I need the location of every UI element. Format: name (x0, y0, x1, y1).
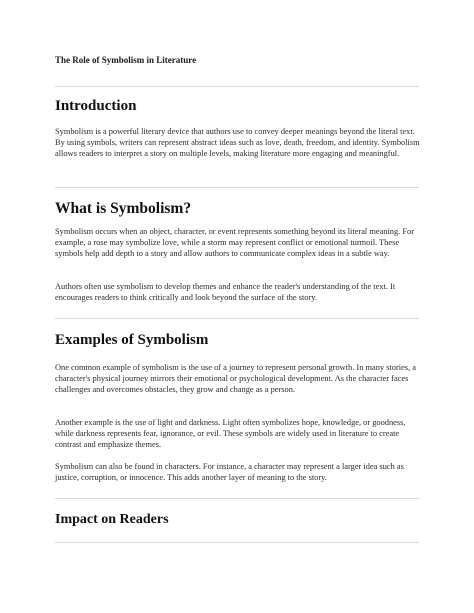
paragraph-examples-1: One common example of symbolism is the use of a journey to represent personal growth. In many stories, a character's physical journey mirrors their emotional or psychological development. As the character faces challenges and overcomes obstacles, they grow and change as a person. (55, 363, 416, 395)
divider (55, 86, 419, 87)
heading-examples-of-symbolism: Examples of Symbolism (55, 332, 209, 348)
paragraph-introduction-1: Symbolism is a powerful literary device that authors use to convey deeper meanings beyond the literal text. By using symbols, writers can represent abstract ideas such as love, death, freedom, and identity. Symbolism allows readers to interpret a story on multiple levels, making literature more engaging and meaningful. (55, 127, 420, 159)
heading-impact-on-readers: Impact on Readers (55, 512, 169, 527)
heading-introduction: Introduction (55, 98, 137, 114)
paragraph-what-is-symbolism-2: Authors often use symbolism to develop themes and enhance the reader's understanding of the text. It encourages readers to think critically and look beyond the surface of the story. (55, 282, 396, 303)
divider (55, 542, 419, 543)
paragraph-what-is-symbolism-1: Symbolism occurs when an object, character, or event represents something beyond its literal meaning. For example, a rose may symbolize love, while a storm may represent conflict or emotional turmoil. These symbols help add depth to a story and allow authors to communicate complex ideas in a subtle way. (55, 227, 414, 259)
divider (55, 318, 419, 319)
heading-what-is-symbolism: What is Symbolism? (55, 200, 192, 217)
paragraph-examples-2: Another example is the use of light and darkness. Light often symbolizes hope, knowledge, or goodness, while darkness represents fear, ignorance, or evil. These symbols are widely used in literature to create contrast and emphasize themes. (55, 418, 406, 450)
paragraph-examples-3: Symbolism can also be found in characters. For instance, a character may represent a larger idea such as justice, corruption, or innocence. This adds another layer of meaning to the story. (55, 462, 404, 483)
divider (55, 187, 419, 188)
document-title: The Role of Symbolism in Literature (55, 55, 197, 65)
divider (55, 498, 419, 499)
